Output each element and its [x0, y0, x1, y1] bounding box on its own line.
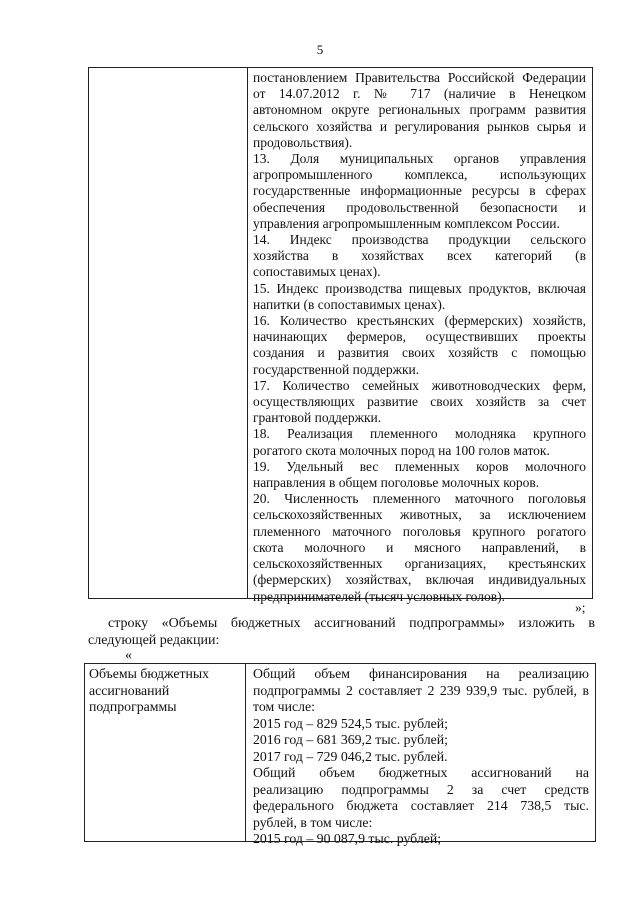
indicator-text-line: 14. Индекс производства продукции сельского: [253, 232, 586, 248]
indicator-text-line: грантовой поддержки.: [253, 410, 382, 426]
budget-text-line: рублей, в том числе:: [253, 814, 373, 830]
indicator-text-line: управления агропромышленным комплексом России.: [253, 215, 560, 231]
indicator-text-line: продовольствия).: [253, 134, 353, 150]
budget-label-line: ассигнований: [89, 682, 170, 698]
indicator-text-line: 13. Доля муниципальных органов управления: [253, 151, 586, 167]
indicator-text-line: (фермерских) хозяйствах, включая индивидуальных: [253, 572, 586, 588]
budget-text-line: Общий объем финансирования на реализацию: [253, 666, 589, 681]
budget-text-line: 2016 год – 681 369,2 тыс. рублей;: [253, 732, 448, 747]
budget-text-line: федерального бюджета составляет 214 738,5 тыс.: [253, 798, 589, 813]
indicator-text-line: агропромышленного комплекса, использующих: [253, 167, 586, 183]
indicator-text-line: сельскохозяйственных организациях, крестьянских: [253, 556, 586, 572]
column-divider: [247, 68, 248, 598]
budget-text-line: реализацию подпрограммы 2 за счет средств: [253, 781, 589, 797]
indicator-text-line: 18. Реализация племенного молодняка крупного: [253, 426, 586, 442]
indicators-text-cell: [253, 70, 586, 605]
indicators-table: [88, 67, 593, 604]
budget-text-line: 2015 год – 829 524,5 тыс. рублей;: [253, 715, 448, 731]
instruction-line-1: строку «Объемы бюджетных ассигнований подпрограммы» изложить в: [108, 616, 595, 631]
budget-text-cell: [253, 666, 589, 848]
budget-text-line: подпрограммы 2 составляет 2 239 939,9 тыс. рублей, в: [253, 682, 589, 698]
budget-text-line: том числе:: [253, 699, 315, 714]
column-divider: [245, 664, 246, 841]
indicator-text-line: от 14.07.2012 г. № 717 (наличие в Ненецком: [253, 86, 586, 102]
budget-text-line: 2017 год – 729 046,2 тыс. рублей.: [253, 748, 448, 764]
indicator-text-line: создания и развития своих хозяйств с помощью: [253, 345, 586, 361]
opening-quote: «: [125, 648, 132, 663]
indicator-text-line: государственные информационные ресурсы в сферах: [253, 183, 586, 199]
indicator-text-line: сопоставимых ценах).: [253, 264, 381, 280]
indicator-text-line: напитки (в сопоставимых ценах).: [253, 296, 446, 312]
indicator-text-line: осуществляющих развитие своих хозяйств за счет: [253, 394, 586, 410]
budget-table: [84, 663, 596, 846]
indicator-text-line: 19. Удельный вес племенных коров молочного: [253, 458, 586, 474]
indicator-text-line: скота молочного и мясного направлений, в: [253, 539, 586, 555]
budget-label-cell: [89, 666, 239, 716]
indicator-text-line: хозяйства в хозяйствах всех категорий (в: [253, 248, 586, 264]
instruction-line-2: следующей редакции:: [88, 633, 220, 648]
budget-text-line: 2015 год – 90 087,9 тыс. рублей;: [253, 831, 442, 846]
indicator-text-line: автономном округе региональных программ развития: [253, 102, 586, 118]
indicator-text-line: 15. Индекс производства пищевых продуктов, включая: [253, 280, 586, 296]
indicator-text-line: племенного маточного поголовья крупного рогатого: [253, 523, 586, 539]
indicator-text-line: 17. Количество семейных животноводческих ферм,: [253, 377, 586, 393]
budget-label-line: Объемы бюджетных: [89, 666, 210, 681]
indicator-text-line: предпринимателей (тысяч условных голов).: [253, 588, 505, 604]
indicator-text-line: рогатого скота молочных пород на 100 голов маток.: [253, 442, 550, 458]
page-number: 5: [316, 42, 324, 57]
indicator-text-line: сельскохозяйственных животных, за исключением: [253, 507, 586, 523]
indicator-text-line: постановлением Правительства Российской Федерации: [253, 70, 586, 85]
indicator-text-line: 16. Количество крестьянских (фермерских) хозяйств,: [253, 313, 586, 329]
indicator-text-line: обеспечения продовольственной безопасности и: [253, 199, 586, 215]
indicator-text-line: 20. Численность племенного маточного поголовья: [253, 491, 586, 507]
budget-label-line: подпрограммы: [89, 699, 177, 714]
indicator-text-line: сельского хозяйства и регулирования рынков сырья и: [253, 118, 586, 134]
closing-quote: »;: [575, 600, 586, 615]
indicator-text-line: направления в общем поголовье молочных коров.: [253, 475, 540, 491]
indicator-text-line: начинающих фермеров, осуществивших проекты: [253, 329, 586, 345]
budget-text-line: Общий объем бюджетных ассигнований на: [253, 765, 589, 780]
indicator-text-line: государственной поддержки.: [253, 361, 420, 377]
